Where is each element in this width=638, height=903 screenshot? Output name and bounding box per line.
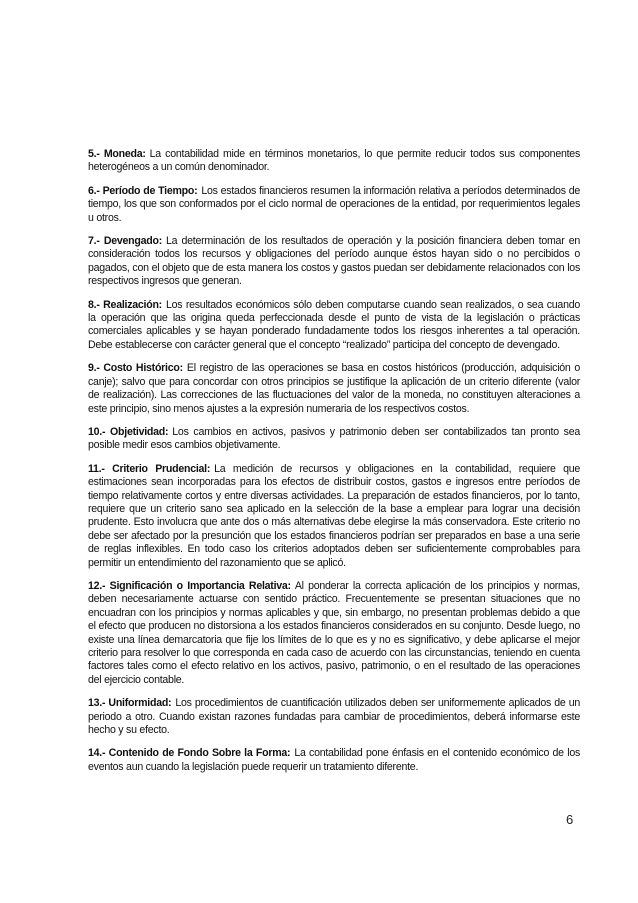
paragraph-devengado <box>88 235 580 289</box>
paragraph-title: 13.- Uniformidad: <box>88 697 172 710</box>
paragraph-title: 6.- Período de Tiempo: <box>88 184 198 197</box>
paragraph-title: 12.- Significación o Importancia Relativa: <box>88 579 291 592</box>
paragraph-text: Los procedimientos de cuantificación utilizados deben ser uniformemente aplicados de un periodo a otro. Cuando existan razones fundadas para cambiar de procedimientos, deberá informarse este hecho y su efecto. <box>88 697 581 737</box>
paragraph-costo-historico <box>88 362 580 416</box>
paragraph-text: La contabilidad pone énfasis en el contenido económico de los eventos aun cuando la legislación puede requerir un tratamiento diferente. <box>88 747 581 773</box>
paragraph-objetividad <box>88 426 580 453</box>
paragraph-realizacion <box>88 299 580 353</box>
paragraph-text: La medición de recursos y obligaciones en la contabilidad, requiere que estimaciones sean incorporadas para los efectos de distribuir costos, gastos e ingresos entre períodos de tiempo relativamente cortos y entre diversas actividades. La preparación de estados financieros, por lo tanto, requiere que un criterio sano sea aplicado en la selección de la base a emplear para lograr una decisión prudente. Esto involucra que ante dos o más alternativas debe elegirse la más conservadora. Este criterio no debe ser afectado por la presunción que los estados financieros podrían ser preparados en base a una serie de reglas inflexibles. En todo caso los criterios adoptados deben ser suficientemente comprobables para permitir un entendimiento del razonamiento que se aplicó. <box>88 462 580 569</box>
paragraph-text: Los resultados económicos sólo deben computarse cuando sean realizados, o sea cuando la operación que las origina queda perfeccionada desde el punto de vista de la legislación o prácticas comerciales aplicables y se hayan ponderado fundadamente todos los riesgos inherentes a tal operación. Debe establecerse con carácter general que el concepto “realizado” participa del concepto de devengado. <box>88 298 580 351</box>
paragraph-text: Al ponderar la correcta aplicación de los principios y normas, deben necesariamente actuarse con sentido práctico. Frecuentemente se presentan situaciones que no encuadran con los principios y normas aplicables y que, sin embargo, no presentan problemas debido a que el efecto que producen no distorsiona a los estados financieros considerados en su conjunto. Desde luego, no existe una línea demarcatoria que fije los límites de lo que es y no es significativo, y debe aplicarse el mejor criterio para resolver lo que corresponda en cada caso de acuerdo con las circunstancias, teniendo en cuenta factores tales como el efecto relativo en los activos, pasivo, patrimonio, o en el resultado de las operaciones del ejercicio contable. <box>88 579 580 686</box>
paragraph-text: La contabilidad mide en términos monetarios, lo que permite reducir todos sus componentes heterogéneos a un común denominador. <box>88 148 580 174</box>
paragraph-criterio-prudencial <box>88 463 580 570</box>
paragraph-title: 11.- Criterio Prudencial: <box>88 462 211 475</box>
paragraph-text: La determinación de los resultados de operación y la posición financiera deben tomar en consideración todos los recursos y obligaciones del período aunque éstos hayan sido o no percibidos o pagados, con el objeto que de esta manera los costos y gastos puedan ser debidamente relacionados con los respectivos ingresos que generan. <box>88 235 580 288</box>
paragraph-text: El registro de las operaciones se basa en costos históricos (producción, adquisición o canje); salvo que para concordar con otros principios se justifique la aplicación de un criterio diferente (valor de realización). Las correcciones de las fluctuaciones del valor de la moneda, no constituyen alteraciones a este principio, sino menos ajustes a la expresión numeraria de los respectivos costos. <box>88 362 580 415</box>
paragraph-uniformidad <box>88 697 580 737</box>
paragraph-moneda <box>88 148 580 175</box>
paragraph-title: 5.- Moneda: <box>88 148 146 160</box>
paragraph-title: 10.- Objetividad: <box>88 425 169 438</box>
paragraph-title: 14.- Contenido de Fondo Sobre la Forma: <box>88 747 291 760</box>
paragraph-text: Los cambios en activos, pasivos y patrimonio deben ser contabilizados tan pronto sea posible medir esos cambios objetivamente. <box>88 425 580 452</box>
paragraph-contenido-de-fondo <box>88 747 580 774</box>
paragraph-title: 7.- Devengado: <box>88 235 162 248</box>
paragraph-title: 9.- Costo Histórico: <box>88 362 183 375</box>
page-number: 6 <box>566 812 574 827</box>
paragraph-text: Los estados financieros resumen la información relativa a períodos determinados de tiempo, los que son conformados por el ciclo normal de operaciones de la entidad, por requerimientos legales u otros. <box>88 184 581 224</box>
paragraph-significacion <box>88 580 580 687</box>
paragraph-title: 8.- Realización: <box>88 298 162 311</box>
document-body <box>88 148 580 784</box>
paragraph-periodo-de-tiempo <box>88 185 580 225</box>
